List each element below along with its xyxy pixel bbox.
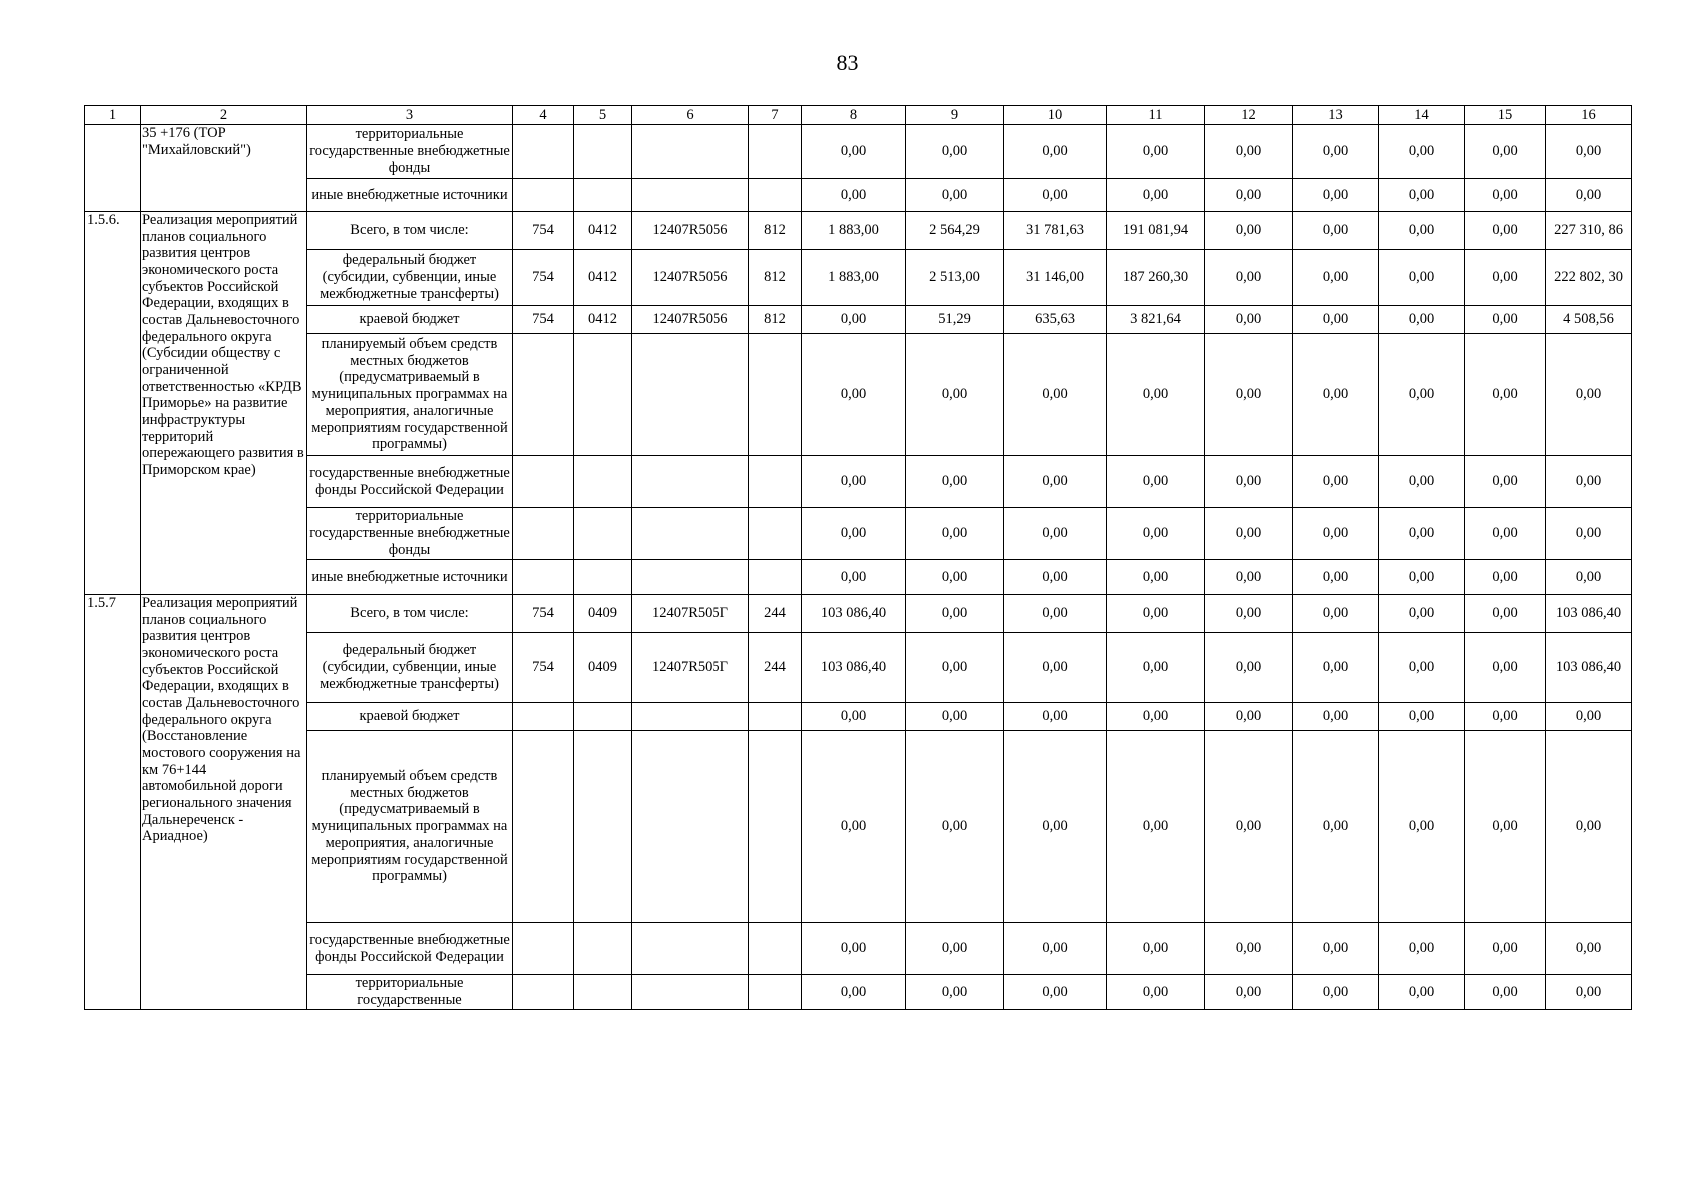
amount-col-12: 0,00 bbox=[1205, 456, 1293, 508]
amount-col-13: 0,00 bbox=[1293, 334, 1379, 456]
table-row bbox=[85, 212, 1632, 250]
section-code: 0412 bbox=[574, 212, 632, 250]
amount-col-8: 103 086,40 bbox=[802, 595, 906, 633]
column-number-16: 16 bbox=[1546, 106, 1632, 125]
amount-col-15: 0,00 bbox=[1465, 975, 1546, 1010]
amount-col-12: 0,00 bbox=[1205, 703, 1293, 731]
amount-col-10: 0,00 bbox=[1004, 508, 1107, 560]
amount-col-8: 0,00 bbox=[802, 923, 906, 975]
amount-col-16: 0,00 bbox=[1546, 731, 1632, 923]
amount-col-14: 0,00 bbox=[1379, 508, 1465, 560]
amount-col-11: 0,00 bbox=[1107, 595, 1205, 633]
amount-col-14: 0,00 bbox=[1379, 179, 1465, 212]
amount-col-10: 0,00 bbox=[1004, 923, 1107, 975]
column-number-6: 6 bbox=[632, 106, 749, 125]
funding-source: федеральный бюджет (субсидии, субвенции, иные межбюджетные трансферты) bbox=[307, 633, 513, 703]
section-code bbox=[574, 179, 632, 212]
amount-col-15: 0,00 bbox=[1465, 179, 1546, 212]
amount-col-12: 0,00 bbox=[1205, 560, 1293, 595]
amount-col-15: 0,00 bbox=[1465, 703, 1546, 731]
funding-source: государственные внебюджетные фонды Российской Федерации bbox=[307, 456, 513, 508]
amount-col-11: 3 821,64 bbox=[1107, 306, 1205, 334]
section-code bbox=[574, 975, 632, 1010]
amount-col-16: 103 086,40 bbox=[1546, 595, 1632, 633]
expense-type-code bbox=[749, 508, 802, 560]
amount-col-9: 0,00 bbox=[906, 923, 1004, 975]
amount-col-10: 0,00 bbox=[1004, 975, 1107, 1010]
amount-col-15: 0,00 bbox=[1465, 306, 1546, 334]
target-article-code bbox=[632, 560, 749, 595]
amount-col-9: 0,00 bbox=[906, 595, 1004, 633]
amount-col-14: 0,00 bbox=[1379, 125, 1465, 179]
event-name: 35 +176 (ТОР "Михайловский") bbox=[141, 125, 307, 212]
amount-col-9: 0,00 bbox=[906, 560, 1004, 595]
amount-col-14: 0,00 bbox=[1379, 456, 1465, 508]
amount-col-13: 0,00 bbox=[1293, 212, 1379, 250]
column-number-11: 11 bbox=[1107, 106, 1205, 125]
amount-col-9: 0,00 bbox=[906, 508, 1004, 560]
column-number-4: 4 bbox=[513, 106, 574, 125]
section-code bbox=[574, 334, 632, 456]
amount-col-8: 1 883,00 bbox=[802, 212, 906, 250]
amount-col-13: 0,00 bbox=[1293, 250, 1379, 306]
amount-col-12: 0,00 bbox=[1205, 334, 1293, 456]
amount-col-15: 0,00 bbox=[1465, 731, 1546, 923]
table-row bbox=[85, 508, 1632, 560]
row-number bbox=[85, 125, 141, 212]
event-name: Реализация мероприятий планов социального развития центров экономического роста субъектов Российской Федерации, входящих в состав Дальневосточного федерального округа (Восстановление мостового сооружения на км 76+144 автомобильной дороги регионального значения Дальнереченск - Ариадное) bbox=[141, 595, 307, 1010]
funding-source: планируемый объем средств местных бюджетов (предусматриваемый в муниципальных программах на мероприятия, аналогичные мероприятиям государственной программы) bbox=[307, 334, 513, 456]
table-row bbox=[85, 703, 1632, 731]
expense-type-code: 244 bbox=[749, 633, 802, 703]
column-number-13: 13 bbox=[1293, 106, 1379, 125]
amount-col-15: 0,00 bbox=[1465, 508, 1546, 560]
budget-table bbox=[84, 105, 1632, 1010]
amount-col-14: 0,00 bbox=[1379, 250, 1465, 306]
page-number: 83 bbox=[836, 50, 859, 75]
table-row bbox=[85, 306, 1632, 334]
amount-col-11: 0,00 bbox=[1107, 456, 1205, 508]
section-code bbox=[574, 731, 632, 923]
expense-type-code: 812 bbox=[749, 306, 802, 334]
amount-col-14: 0,00 bbox=[1379, 731, 1465, 923]
ministry-code bbox=[513, 179, 574, 212]
amount-col-11: 0,00 bbox=[1107, 179, 1205, 212]
amount-col-15: 0,00 bbox=[1465, 125, 1546, 179]
amount-col-12: 0,00 bbox=[1205, 731, 1293, 923]
amount-col-11: 0,00 bbox=[1107, 334, 1205, 456]
amount-col-11: 187 260,30 bbox=[1107, 250, 1205, 306]
expense-type-code: 812 bbox=[749, 250, 802, 306]
amount-col-14: 0,00 bbox=[1379, 306, 1465, 334]
amount-col-13: 0,00 bbox=[1293, 975, 1379, 1010]
funding-source: государственные внебюджетные фонды Российской Федерации bbox=[307, 923, 513, 975]
amount-col-10: 31 781,63 bbox=[1004, 212, 1107, 250]
funding-source: краевой бюджет bbox=[307, 703, 513, 731]
ministry-code bbox=[513, 456, 574, 508]
amount-col-10: 0,00 bbox=[1004, 560, 1107, 595]
ministry-code bbox=[513, 923, 574, 975]
amount-col-13: 0,00 bbox=[1293, 306, 1379, 334]
amount-col-14: 0,00 bbox=[1379, 975, 1465, 1010]
amount-col-16: 0,00 bbox=[1546, 923, 1632, 975]
target-article-code: 12407R505Г bbox=[632, 633, 749, 703]
amount-col-13: 0,00 bbox=[1293, 179, 1379, 212]
amount-col-13: 0,00 bbox=[1293, 923, 1379, 975]
funding-source: территориальные государственные внебюджетные фонды bbox=[307, 508, 513, 560]
amount-col-16: 103 086,40 bbox=[1546, 633, 1632, 703]
column-number-7: 7 bbox=[749, 106, 802, 125]
target-article-code bbox=[632, 334, 749, 456]
ministry-code bbox=[513, 560, 574, 595]
amount-col-12: 0,00 bbox=[1205, 923, 1293, 975]
amount-col-11: 0,00 bbox=[1107, 703, 1205, 731]
table-row bbox=[85, 334, 1632, 456]
amount-col-13: 0,00 bbox=[1293, 456, 1379, 508]
ministry-code: 754 bbox=[513, 306, 574, 334]
amount-col-10: 0,00 bbox=[1004, 179, 1107, 212]
target-article-code bbox=[632, 179, 749, 212]
amount-col-13: 0,00 bbox=[1293, 125, 1379, 179]
expense-type-code: 812 bbox=[749, 212, 802, 250]
section-code bbox=[574, 703, 632, 731]
amount-col-10: 0,00 bbox=[1004, 731, 1107, 923]
amount-col-10: 31 146,00 bbox=[1004, 250, 1107, 306]
amount-col-9: 2 513,00 bbox=[906, 250, 1004, 306]
amount-col-12: 0,00 bbox=[1205, 595, 1293, 633]
funding-source: иные внебюджетные источники bbox=[307, 560, 513, 595]
column-number-9: 9 bbox=[906, 106, 1004, 125]
funding-source: иные внебюджетные источники bbox=[307, 179, 513, 212]
column-number-14: 14 bbox=[1379, 106, 1465, 125]
amount-col-8: 1 883,00 bbox=[802, 250, 906, 306]
table-row bbox=[85, 975, 1632, 1010]
amount-col-8: 0,00 bbox=[802, 975, 906, 1010]
column-number-12: 12 bbox=[1205, 106, 1293, 125]
target-article-code bbox=[632, 731, 749, 923]
expense-type-code bbox=[749, 923, 802, 975]
amount-col-14: 0,00 bbox=[1379, 703, 1465, 731]
section-code: 0412 bbox=[574, 306, 632, 334]
amount-col-11: 0,00 bbox=[1107, 923, 1205, 975]
expense-type-code bbox=[749, 179, 802, 212]
table-row bbox=[85, 250, 1632, 306]
amount-col-11: 0,00 bbox=[1107, 975, 1205, 1010]
target-article-code: 12407R5056 bbox=[632, 306, 749, 334]
amount-col-16: 0,00 bbox=[1546, 560, 1632, 595]
column-number-3: 3 bbox=[307, 106, 513, 125]
amount-col-11: 191 081,94 bbox=[1107, 212, 1205, 250]
target-article-code bbox=[632, 456, 749, 508]
amount-col-16: 222 802, 30 bbox=[1546, 250, 1632, 306]
table-body bbox=[85, 106, 1632, 1010]
column-number-1: 1 bbox=[85, 106, 141, 125]
target-article-code bbox=[632, 508, 749, 560]
amount-col-12: 0,00 bbox=[1205, 633, 1293, 703]
amount-col-13: 0,00 bbox=[1293, 703, 1379, 731]
section-code: 0409 bbox=[574, 633, 632, 703]
amount-col-16: 0,00 bbox=[1546, 179, 1632, 212]
table-row bbox=[85, 456, 1632, 508]
amount-col-9: 51,29 bbox=[906, 306, 1004, 334]
amount-col-15: 0,00 bbox=[1465, 633, 1546, 703]
amount-col-11: 0,00 bbox=[1107, 125, 1205, 179]
amount-col-14: 0,00 bbox=[1379, 633, 1465, 703]
ministry-code: 754 bbox=[513, 250, 574, 306]
ministry-code: 754 bbox=[513, 595, 574, 633]
amount-col-8: 0,00 bbox=[802, 306, 906, 334]
amount-col-9: 2 564,29 bbox=[906, 212, 1004, 250]
amount-col-8: 0,00 bbox=[802, 703, 906, 731]
table-row bbox=[85, 560, 1632, 595]
target-article-code: 12407R5056 bbox=[632, 250, 749, 306]
funding-source: территориальные государственные внебюджетные фонды bbox=[307, 125, 513, 179]
amount-col-9: 0,00 bbox=[906, 975, 1004, 1010]
expense-type-code bbox=[749, 975, 802, 1010]
funding-source: планируемый объем средств местных бюджетов (предусматриваемый в муниципальных программах на мероприятия, аналогичные мероприятиям государственной программы) bbox=[307, 731, 513, 923]
amount-col-8: 0,00 bbox=[802, 456, 906, 508]
amount-col-15: 0,00 bbox=[1465, 334, 1546, 456]
ministry-code bbox=[513, 731, 574, 923]
amount-col-16: 227 310, 86 bbox=[1546, 212, 1632, 250]
expense-type-code bbox=[749, 703, 802, 731]
row-number: 1.5.6. bbox=[85, 212, 141, 595]
amount-col-8: 0,00 bbox=[802, 508, 906, 560]
expense-type-code bbox=[749, 456, 802, 508]
funding-source: Всего, в том числе: bbox=[307, 595, 513, 633]
table-row bbox=[85, 731, 1632, 923]
amount-col-10: 0,00 bbox=[1004, 334, 1107, 456]
section-code bbox=[574, 560, 632, 595]
amount-col-13: 0,00 bbox=[1293, 633, 1379, 703]
amount-col-9: 0,00 bbox=[906, 731, 1004, 923]
amount-col-10: 0,00 bbox=[1004, 125, 1107, 179]
amount-col-14: 0,00 bbox=[1379, 334, 1465, 456]
amount-col-9: 0,00 bbox=[906, 179, 1004, 212]
column-number-8: 8 bbox=[802, 106, 906, 125]
amount-col-12: 0,00 bbox=[1205, 125, 1293, 179]
expense-type-code: 244 bbox=[749, 595, 802, 633]
amount-col-8: 0,00 bbox=[802, 125, 906, 179]
amount-col-11: 0,00 bbox=[1107, 508, 1205, 560]
target-article-code bbox=[632, 975, 749, 1010]
table-row bbox=[85, 125, 1632, 179]
amount-col-13: 0,00 bbox=[1293, 595, 1379, 633]
amount-col-12: 0,00 bbox=[1205, 306, 1293, 334]
amount-col-16: 4 508,56 bbox=[1546, 306, 1632, 334]
funding-source: краевой бюджет bbox=[307, 306, 513, 334]
amount-col-15: 0,00 bbox=[1465, 456, 1546, 508]
amount-col-8: 103 086,40 bbox=[802, 633, 906, 703]
amount-col-9: 0,00 bbox=[906, 334, 1004, 456]
amount-col-16: 0,00 bbox=[1546, 456, 1632, 508]
amount-col-9: 0,00 bbox=[906, 125, 1004, 179]
amount-col-13: 0,00 bbox=[1293, 560, 1379, 595]
amount-col-9: 0,00 bbox=[906, 703, 1004, 731]
amount-col-12: 0,00 bbox=[1205, 508, 1293, 560]
funding-source: Всего, в том числе: bbox=[307, 212, 513, 250]
target-article-code: 12407R505Г bbox=[632, 595, 749, 633]
amount-col-9: 0,00 bbox=[906, 633, 1004, 703]
target-article-code bbox=[632, 125, 749, 179]
column-number-row bbox=[85, 106, 1632, 125]
amount-col-12: 0,00 bbox=[1205, 179, 1293, 212]
event-name: Реализация мероприятий планов социального развития центров экономического роста субъектов Российской Федерации, входящих в состав Дальневосточного федерального округа (Субсидии обществу с ограниченной ответственностью «КРДВ Приморье» на развитие инфраструктуры территорий опережающего развития в Приморском крае) bbox=[141, 212, 307, 595]
amount-col-14: 0,00 bbox=[1379, 923, 1465, 975]
amount-col-15: 0,00 bbox=[1465, 212, 1546, 250]
expense-type-code bbox=[749, 731, 802, 923]
column-number-15: 15 bbox=[1465, 106, 1546, 125]
expense-type-code bbox=[749, 560, 802, 595]
section-code bbox=[574, 456, 632, 508]
amount-col-16: 0,00 bbox=[1546, 975, 1632, 1010]
table-row bbox=[85, 179, 1632, 212]
section-code bbox=[574, 125, 632, 179]
section-code bbox=[574, 508, 632, 560]
table-row bbox=[85, 633, 1632, 703]
amount-col-11: 0,00 bbox=[1107, 560, 1205, 595]
amount-col-10: 635,63 bbox=[1004, 306, 1107, 334]
table-row bbox=[85, 923, 1632, 975]
ministry-code bbox=[513, 975, 574, 1010]
amount-col-12: 0,00 bbox=[1205, 975, 1293, 1010]
amount-col-10: 0,00 bbox=[1004, 456, 1107, 508]
amount-col-9: 0,00 bbox=[906, 456, 1004, 508]
amount-col-15: 0,00 bbox=[1465, 250, 1546, 306]
amount-col-10: 0,00 bbox=[1004, 703, 1107, 731]
amount-col-8: 0,00 bbox=[802, 179, 906, 212]
amount-col-13: 0,00 bbox=[1293, 508, 1379, 560]
row-number: 1.5.7 bbox=[85, 595, 141, 1010]
amount-col-14: 0,00 bbox=[1379, 595, 1465, 633]
amount-col-14: 0,00 bbox=[1379, 212, 1465, 250]
amount-col-15: 0,00 bbox=[1465, 560, 1546, 595]
amount-col-11: 0,00 bbox=[1107, 633, 1205, 703]
amount-col-15: 0,00 bbox=[1465, 595, 1546, 633]
amount-col-8: 0,00 bbox=[802, 731, 906, 923]
table-row bbox=[85, 595, 1632, 633]
expense-type-code bbox=[749, 334, 802, 456]
column-number-2: 2 bbox=[141, 106, 307, 125]
ministry-code bbox=[513, 334, 574, 456]
amount-col-8: 0,00 bbox=[802, 560, 906, 595]
ministry-code bbox=[513, 125, 574, 179]
section-code: 0412 bbox=[574, 250, 632, 306]
amount-col-11: 0,00 bbox=[1107, 731, 1205, 923]
amount-col-16: 0,00 bbox=[1546, 703, 1632, 731]
ministry-code: 754 bbox=[513, 633, 574, 703]
target-article-code bbox=[632, 703, 749, 731]
amount-col-16: 0,00 bbox=[1546, 125, 1632, 179]
column-number-5: 5 bbox=[574, 106, 632, 125]
target-article-code bbox=[632, 923, 749, 975]
amount-col-10: 0,00 bbox=[1004, 595, 1107, 633]
ministry-code bbox=[513, 508, 574, 560]
ministry-code bbox=[513, 703, 574, 731]
amount-col-12: 0,00 bbox=[1205, 212, 1293, 250]
amount-col-8: 0,00 bbox=[802, 334, 906, 456]
amount-col-12: 0,00 bbox=[1205, 250, 1293, 306]
expense-type-code bbox=[749, 125, 802, 179]
section-code bbox=[574, 923, 632, 975]
funding-source: территориальные государственные bbox=[307, 975, 513, 1010]
target-article-code: 12407R5056 bbox=[632, 212, 749, 250]
ministry-code: 754 bbox=[513, 212, 574, 250]
amount-col-13: 0,00 bbox=[1293, 731, 1379, 923]
section-code: 0409 bbox=[574, 595, 632, 633]
amount-col-16: 0,00 bbox=[1546, 334, 1632, 456]
amount-col-10: 0,00 bbox=[1004, 633, 1107, 703]
column-number-10: 10 bbox=[1004, 106, 1107, 125]
funding-source: федеральный бюджет (субсидии, субвенции, иные межбюджетные трансферты) bbox=[307, 250, 513, 306]
amount-col-14: 0,00 bbox=[1379, 560, 1465, 595]
amount-col-16: 0,00 bbox=[1546, 508, 1632, 560]
amount-col-15: 0,00 bbox=[1465, 923, 1546, 975]
